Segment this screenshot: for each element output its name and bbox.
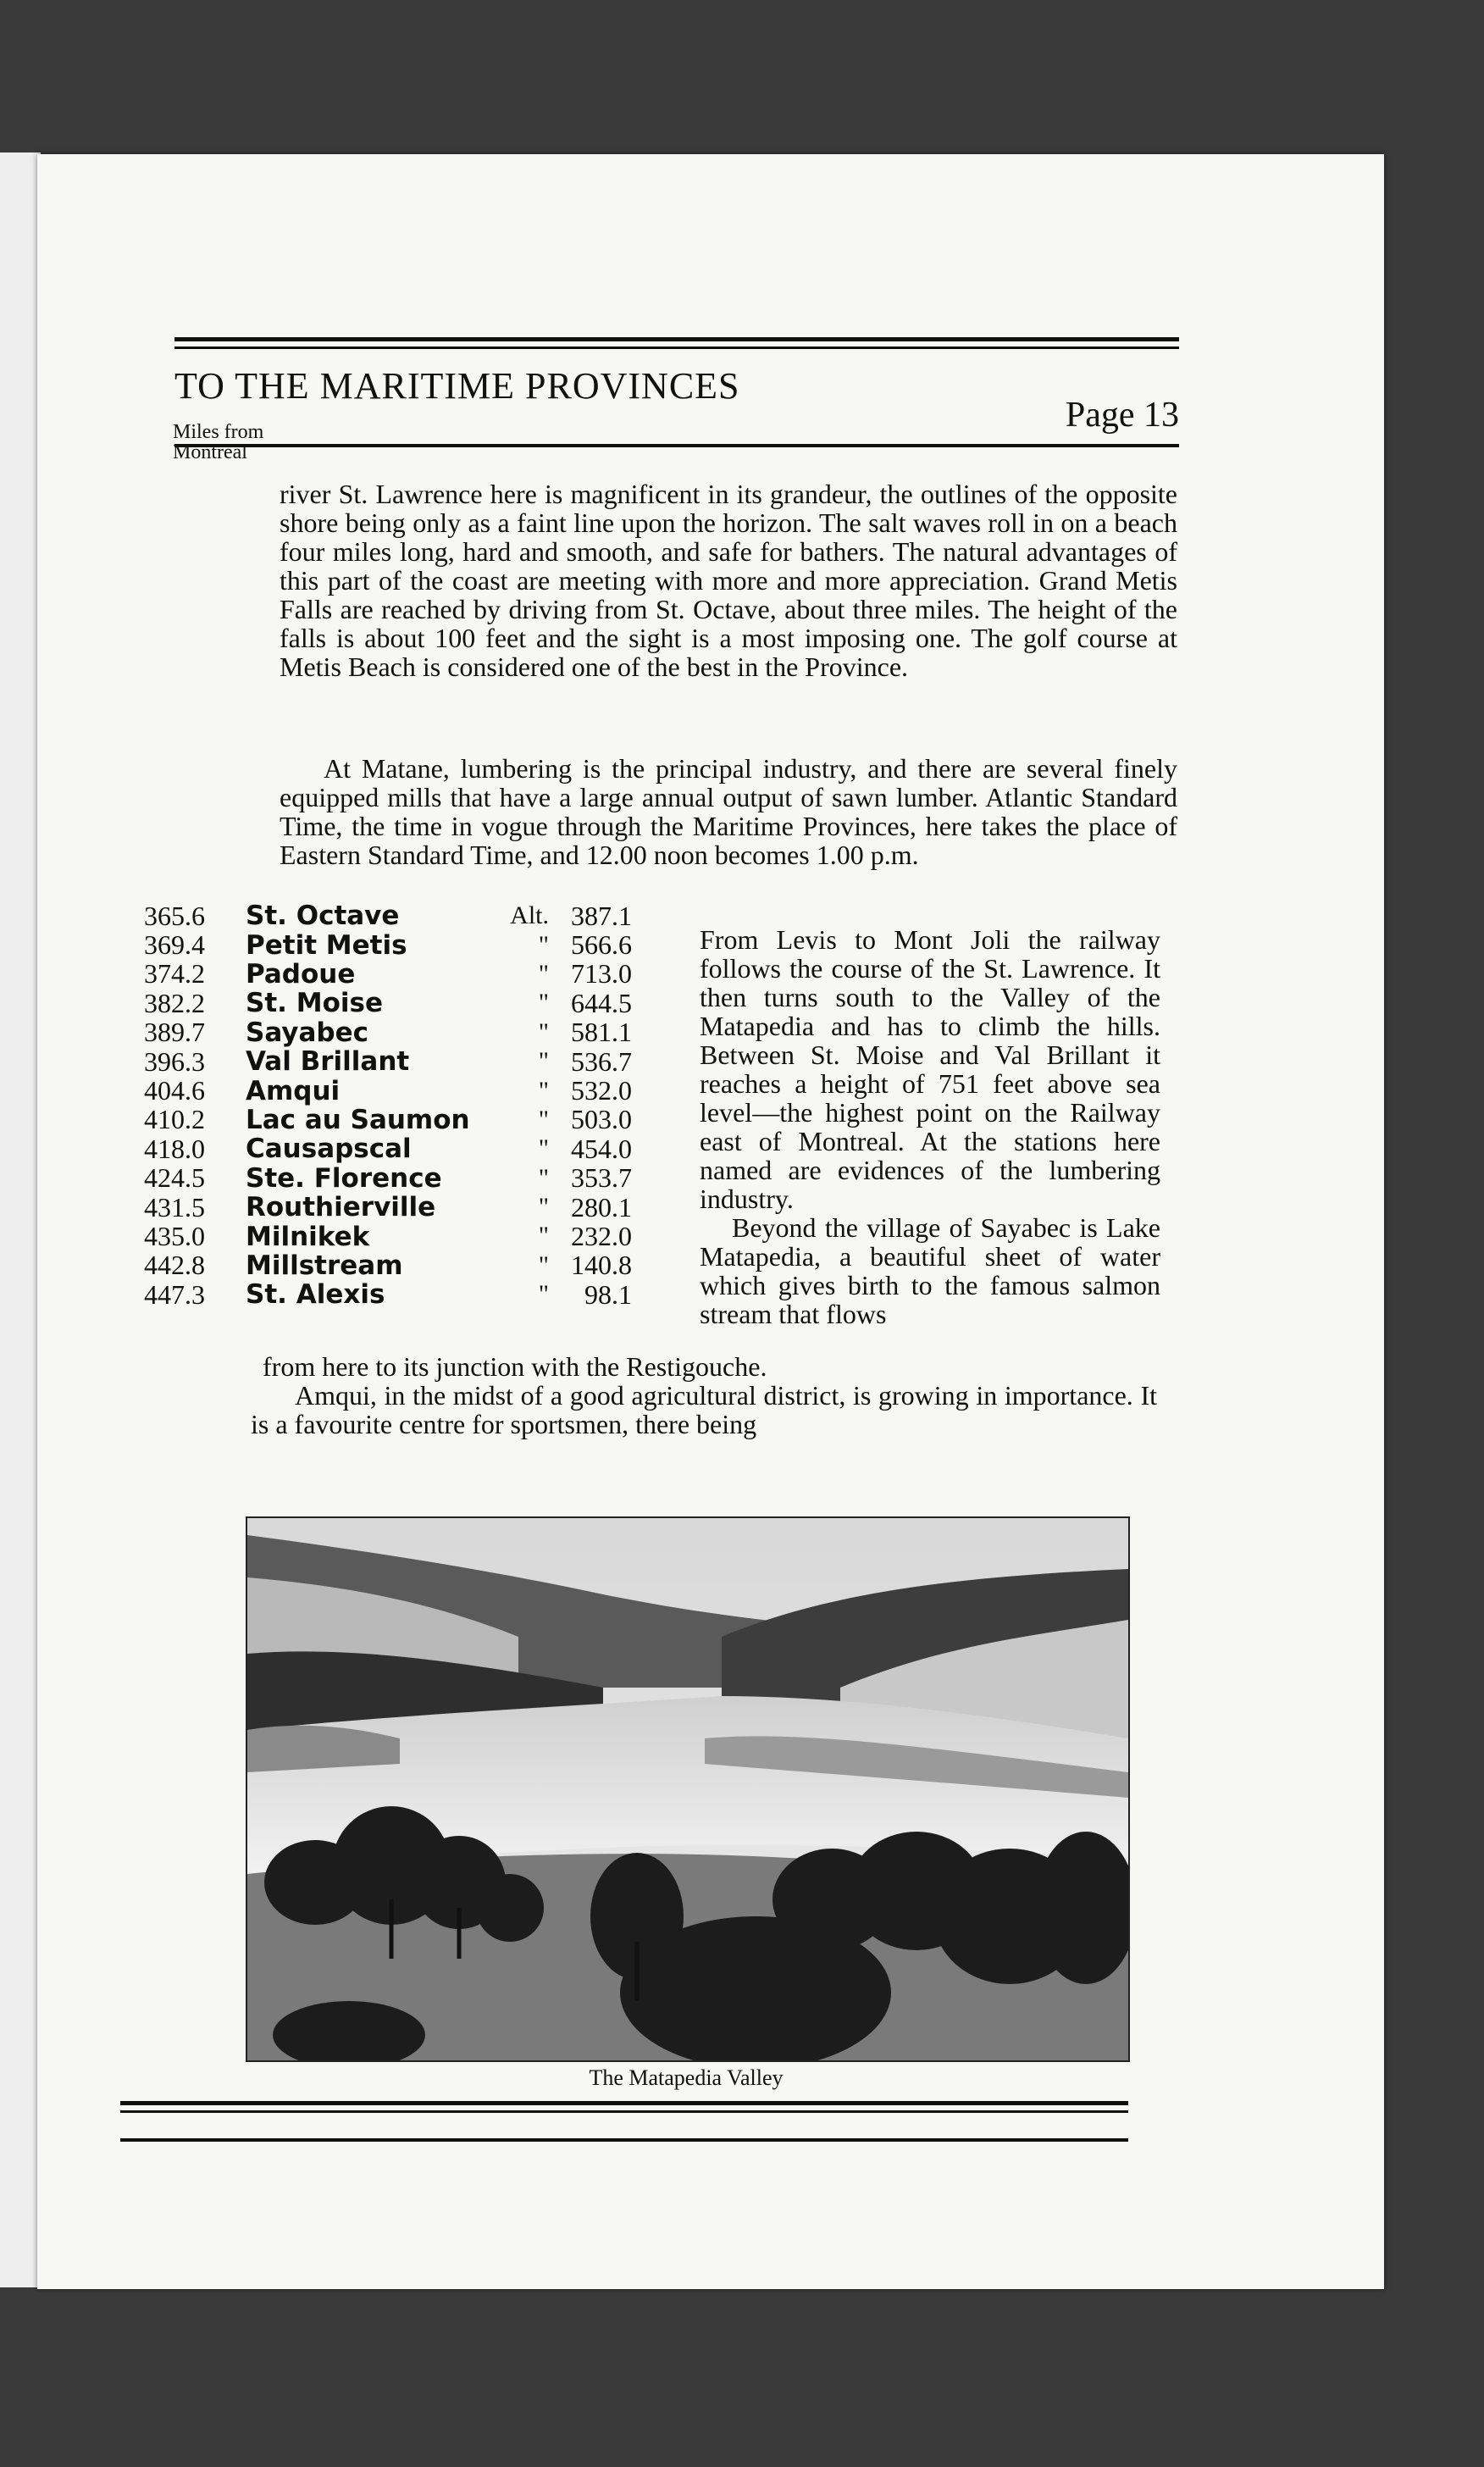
station-miles: 389.7 [144,1017,205,1048]
altitude-label: " [538,1280,549,1309]
running-head-title: TO THE MARITIME PROVINCES [174,365,740,407]
station-name: Sayabec [246,1017,369,1048]
station-miles: 418.0 [144,1133,205,1164]
station-altitude: 536.7 [571,1045,632,1077]
station-altitude: 98.1 [584,1278,632,1310]
page-number: Page 13 [1065,396,1179,435]
station-name: St. Moise [246,988,383,1019]
station-row [144,930,678,959]
altitude-label: " [538,989,549,1017]
altitude-label: " [538,1047,549,1076]
station-altitude: 140.8 [571,1250,632,1281]
station-miles: 431.5 [144,1191,205,1222]
station-row [144,960,678,989]
altitude-label: " [538,959,549,988]
station-row [144,1134,678,1163]
station-miles: 369.4 [144,929,205,961]
altitude-label: " [538,1076,549,1105]
station-name: Lac au Saumon [246,1104,470,1135]
station-miles: 435.0 [144,1221,205,1251]
paragraph-restigouche: from here to its junction with the Restigouche. [263,1351,767,1382]
station-altitude: 566.6 [571,929,632,961]
altitude-label: " [538,1105,549,1134]
matapedia-valley-photo [246,1516,1130,2062]
station-name: Amqui [246,1075,341,1106]
station-miles: 374.2 [144,958,205,990]
station-miles: 396.3 [144,1045,205,1077]
station-name: St. Alexis [246,1279,385,1311]
station-miles: 410.2 [144,1104,205,1135]
station-row [144,901,678,930]
station-name: Routhierville [246,1192,436,1223]
station-altitude: 581.1 [571,1017,632,1048]
station-row [144,989,678,1017]
station-miles: 382.2 [144,987,205,1018]
station-row [144,1251,678,1280]
miles-from-line-2: Montreal [173,441,247,463]
altitude-label: " [538,1193,549,1222]
miles-from-line-1: Miles from [173,421,264,443]
station-row [144,1106,678,1134]
station-miles: 365.6 [144,900,205,931]
station-row [144,1164,678,1193]
station-altitude: 532.0 [571,1075,632,1106]
station-name: Petit Metis [246,929,407,961]
station-row [144,1193,678,1222]
station-altitude: 644.5 [571,987,632,1018]
header-bottom-rule [174,444,1179,447]
railway-route-paragraph: From Levis to Mont Joli the railway follows the course of the St. Lawrence. It then turns south to the Valley of the Matapedia and has to climb the hills. Between St. Moise and Val Brillant it reaches a height of 751 feet above sea level—the highest point on the Railway east of Montreal. At the stations here named are evidences of the lumbering industry. [700,924,1160,1214]
paragraph-matane: At Matane, lumbering is the principal industry, and there are several finely equipped mills that have a large annual output of sawn lumber. Atlantic Standard Time, the time in vogue through the Maritime Provinces, here takes the place of Eastern Standard Time, and 12.00 noon becomes 1.00 p.m. [280,753,1177,870]
altitude-label: " [538,930,549,959]
station-table [144,901,678,1309]
station-row [144,1076,678,1105]
station-altitude: 353.7 [571,1162,632,1194]
station-miles: 424.5 [144,1162,205,1194]
station-altitude: 503.0 [571,1104,632,1135]
station-name: St. Octave [246,901,400,932]
adjacent-page-edge [0,152,41,2287]
altitude-label: " [538,1163,549,1192]
station-altitude: 387.1 [571,900,632,931]
footer-rule-lower [120,2138,1128,2142]
station-miles: 404.6 [144,1075,205,1106]
station-row [144,1280,678,1309]
station-miles: 442.8 [144,1250,205,1281]
station-name: Millstream [246,1250,403,1281]
miles-from-label [173,422,263,463]
footer-rule [120,2101,1128,2105]
photo-caption: The Matapedia Valley [589,2065,784,2090]
station-name: Causapscal [246,1134,412,1165]
station-miles: 447.3 [144,1278,205,1310]
altitude-label: " [538,1134,549,1163]
altitude-label: " [538,1222,549,1250]
station-row [144,1018,678,1047]
station-altitude: 454.0 [571,1133,632,1164]
station-row [144,1047,678,1076]
altitude-label: Alt. [510,901,549,930]
landscape-illustration [247,1518,1128,2060]
altitude-label: " [538,1017,549,1046]
station-name: Milnikek [246,1221,370,1252]
paragraph-metis: river St. Lawrence here is magnificent in its grandeur, the outlines of the opposite shore being only as a faint line upon the horizon. The salt waves roll in on a beach four miles long, hard and smooth, and safe for bathers. The natural advantages of this part of the coast are meeting with more and more appreciation. Grand Metis Falls are reached by driving from St. Octave, about three miles. The height of the falls is about 100 feet and the sight is a most imposing one. The golf course at Metis Beach is considered one of the best in the Province. [280,479,1177,682]
paragraph-amqui: Amqui, in the midst of a good agricultural district, is growing in importance. It is a favourite centre for sportsmen, there being [251,1380,1157,1439]
railway-description-column [700,925,1160,1328]
station-name: Ste. Florence [246,1162,442,1194]
station-altitude: 280.1 [571,1191,632,1222]
header-top-rule [174,337,1179,341]
station-row [144,1222,678,1250]
altitude-label: " [538,1250,549,1279]
lake-matapedia-paragraph: Beyond the village of Sayabec is Lake Matapedia, a beautiful sheet of water which gives birth to the famous salmon stream that flows [700,1212,1160,1329]
station-altitude: 713.0 [571,958,632,990]
station-name: Val Brillant [246,1046,410,1078]
station-name: Padoue [246,958,356,990]
station-altitude: 232.0 [571,1221,632,1251]
